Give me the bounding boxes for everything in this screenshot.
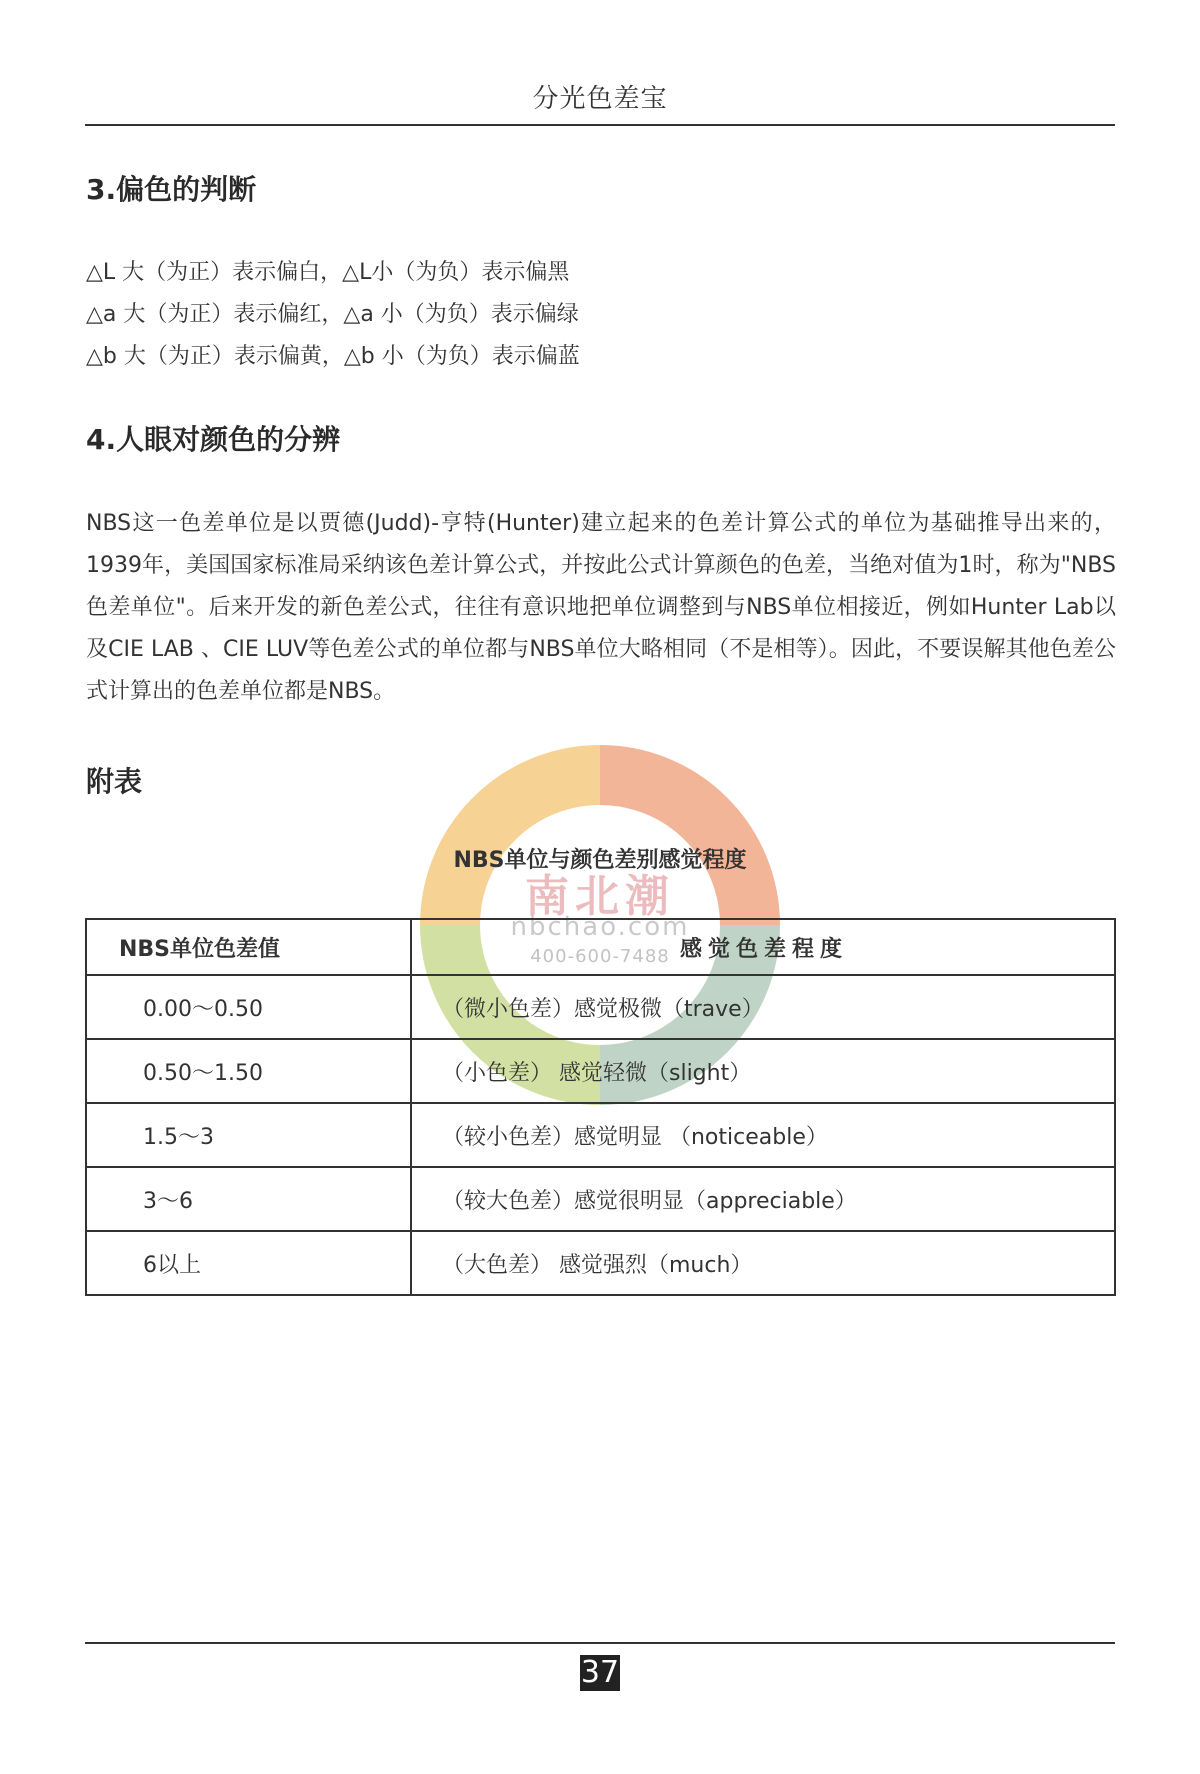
table-caption: NBS单位与颜色差别感觉程度 [453, 848, 747, 873]
table-row [86, 1103, 1115, 1167]
perception-cell: （微小色差）感觉极微（trave） [411, 975, 1115, 1039]
perception-cell: （较小色差）感觉明显 （noticeable） [411, 1103, 1115, 1167]
header-perception: 感觉色差程度 [411, 919, 1115, 975]
appendix-title: 附表 [86, 765, 143, 798]
nbs-value-cell: 0.00～0.50 [86, 975, 411, 1039]
section-4-paragraph: NBS这一色差单位是以贾德(Judd)-亨特(Hunter)建立起来的色差计算公式的单位为基础推导出来的，1939年，美国国家标准局采纳该色差计算公式，并按此公式计算颜色的色差，当绝对值为1时，称为"NBS色差单位"。后来开发的新色差公式，往往有意识地把单位调整到与NBS单位相接近，例如Hunter Lab以及CIE LAB 、CIE LUV等色差公式的单位都与NBS单位大略相同（不是相等）。因此，不要误解其他色差公式计算出的色差单位都是NBS。 [86, 511, 1116, 704]
footer-divider [85, 1642, 1115, 1644]
section-4-title: 4.人眼对颜色的分辨 [86, 423, 341, 456]
watermark-domain: nbchao.com [510, 912, 690, 942]
nbs-color-difference-table [85, 918, 1116, 1296]
header-title: 分光色差宝 [532, 84, 668, 114]
nbs-value-cell: 1.5～3 [86, 1103, 411, 1167]
nbs-value-cell: 0.50～1.50 [86, 1039, 411, 1103]
table-row [86, 975, 1115, 1039]
color-cast-line-a: △a 大（为正）表示偏红，△a 小（为负）表示偏绿 [86, 302, 579, 327]
table-row [86, 1039, 1115, 1103]
table-row [86, 1231, 1115, 1295]
section-3-title: 3.偏色的判断 [86, 173, 257, 206]
table-row [86, 1167, 1115, 1231]
perception-cell: （较大色差）感觉很明显（appreciable） [411, 1167, 1115, 1231]
color-cast-line-L: △L 大（为正）表示偏白，△L小（为负）表示偏黑 [86, 260, 570, 285]
watermark-name: 南北潮 [525, 871, 675, 922]
header-divider [85, 124, 1115, 126]
nbs-value-cell: 3～6 [86, 1167, 411, 1231]
perception-cell: （大色差） 感觉强烈（much） [411, 1231, 1115, 1295]
header-nbs-value: NBS单位色差值 [86, 919, 411, 975]
page-number: 37 [580, 1655, 620, 1690]
watermark-phone: 400-600-7488 [530, 946, 670, 967]
table-header-row [86, 919, 1115, 975]
nbs-value-cell: 6以上 [86, 1231, 411, 1295]
color-cast-line-b: △b 大（为正）表示偏黄，△b 小（为负）表示偏蓝 [86, 344, 580, 369]
perception-cell: （小色差） 感觉轻微（slight） [411, 1039, 1115, 1103]
